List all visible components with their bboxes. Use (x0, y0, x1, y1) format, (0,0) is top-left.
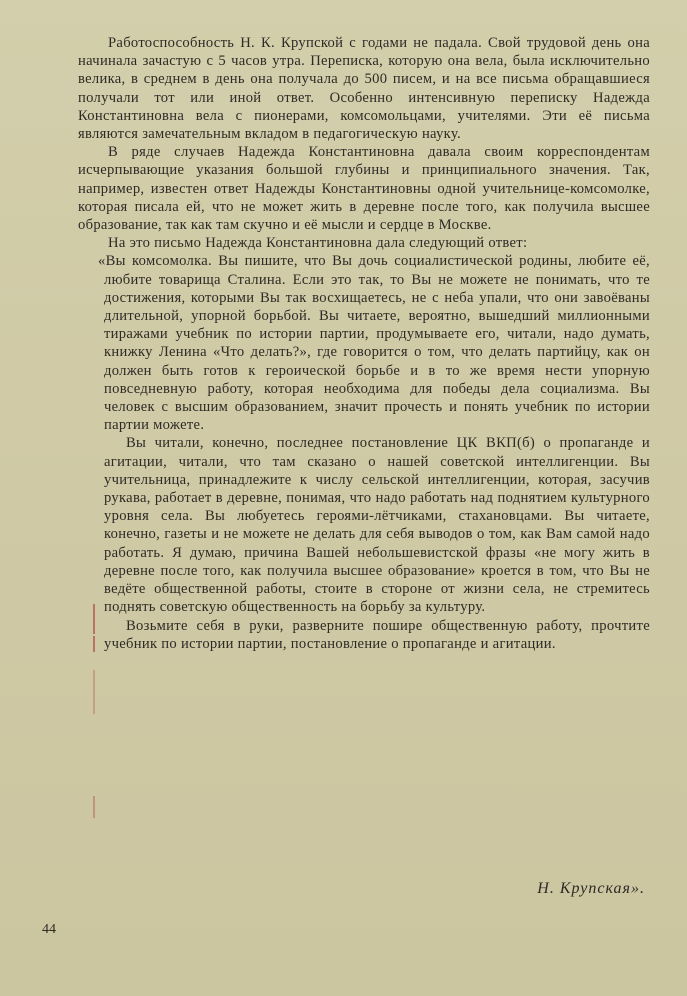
signature: Н. Крупская». (537, 880, 645, 897)
paragraph: Работоспособность Н. К. Крупской с годами не падала. Свой трудовой день она начинала зачастую с 5 часов утра. Переписка, которую она вела, была исключительно велика, в среднем в день она получала до 500 писем, и на все письма обращавшиеся получали тот или иной ответ. Особенно интенсивную переписку Надежда Константиновна вела с пионерами, комсомольцами, учителями. Эти её письма являются замечательным вкладом в педагогическую науку. (78, 35, 650, 143)
letter-quote (78, 252, 650, 652)
quote-paragraph: Вы читали, конечно, последнее постановление ЦК ВКП(б) о пропаганде и агитации, читали, что там сказано о нашей советской интеллигенции. Вы учительница, принадлежите к числу сельской интеллигенции, которая, засучив рукава, работает в деревне, понимая, что надо работать над поднятием культурного уровня села. Вы любуетесь героями-лётчиками, стахановцами. Вы читаете, конечно, газеты и не можете не делать для себя выводов о том, как Вам самой надо работать. Я думаю, причина Вашей небольшевистской фразы «не могу жить в деревне после того, как получила высшее образование» кроется в том, что Вы не ведёте общественной работы, стоите в стороне от жизни села, не стремитесь поднять советскую общественность на борьбу за культуру. (104, 435, 650, 616)
quote-paragraph: Возьмите себя в руки, разверните пошире общественную работу, прочтите учебник по истории партии, постановление о пропаганде и агитации. (104, 617, 650, 652)
paragraph: На это письмо Надежда Константиновна дала следующий ответ: (108, 235, 528, 252)
page-number: 44 (42, 922, 56, 937)
paragraph: В ряде случаев Надежда Константиновна давала своим корреспондентам исчерпывающие указания большой глубины и принципиального значения. Так, например, известен ответ Надежды Константиновны одной учительнице-комсомолке, которая писала ей, что не может жить в деревне после того, как получила высшее образование, так как там скучно и её мысли и сердце в Москве. (78, 144, 650, 234)
margin-mark (93, 796, 95, 818)
body-text (78, 34, 650, 653)
quote-paragraph: «Вы комсомолка. Вы пишите, что Вы дочь социалистической родины, любите её, любите товарища Сталина. Если это так, то Вы не можете не понимать, что те достижения, которыми Вы так восхищаетесь, не с неба упали, что они завоёваны длительной, упорной борьбой. Вы читаете, вероятно, вышедший миллионными тиражами учебник по истории партии, продумываете его, читали, надо думать, книжку Ленина «Что делать?», где говорится о том, что делать партийцу, как он должен быть готов к героической борьбе и в то же время нести упорную повседневную работу, которая необходима для победы дела социализма. Вы человек с высшим образованием, значит прочесть и понять учебник по истории партии можете. (98, 253, 650, 434)
margin-mark (93, 670, 95, 714)
